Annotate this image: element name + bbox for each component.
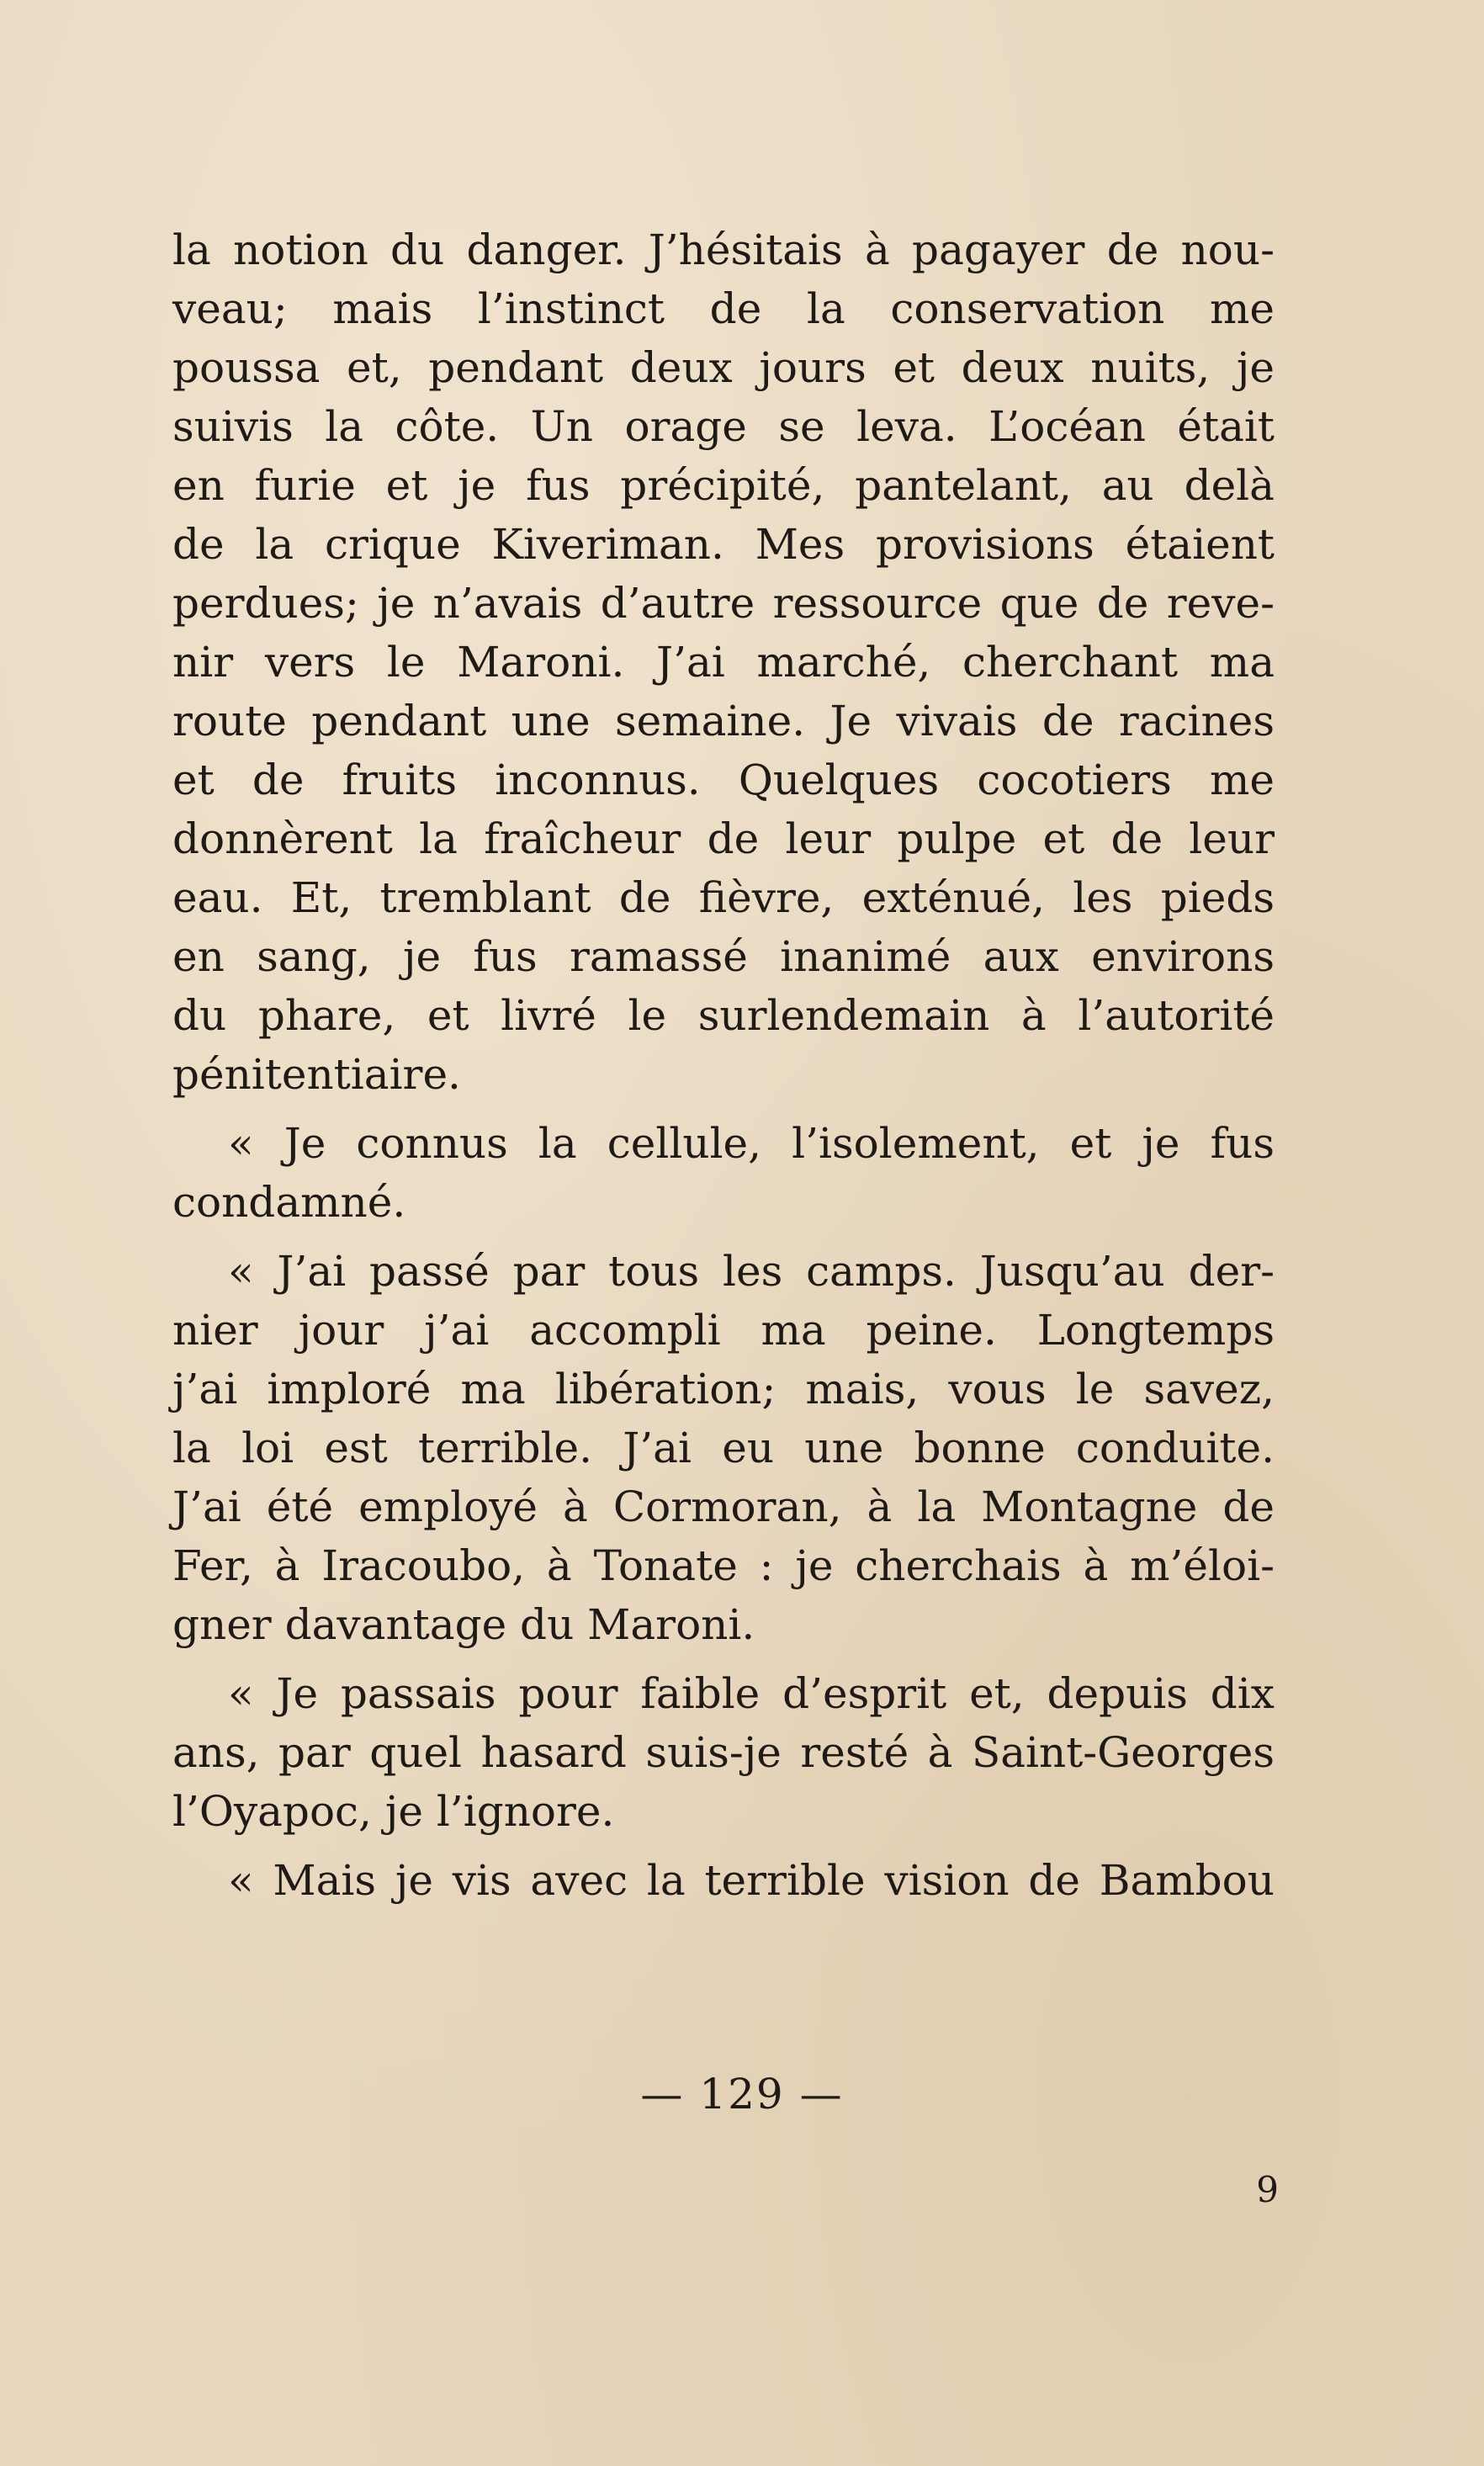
text-line: veau; mais l’instinct de la conservation me (172, 284, 1275, 333)
signature-mark: 9 (1256, 2169, 1279, 2210)
text-line: poussa et, pendant deux jours et deux nuits, je (172, 343, 1275, 392)
text-line: eau. Et, tremblant de fièvre, exténué, les pieds (172, 873, 1275, 922)
text-line: en furie et je fus précipité, pantelant, au delà (172, 461, 1275, 510)
paragraph-4 (172, 1664, 1275, 1841)
text-line: et de fruits inconnus. Quelques cocotiers me (172, 756, 1275, 804)
paragraph-5 (172, 1851, 1275, 1910)
paragraph-2 (172, 1114, 1275, 1232)
text-line: la notion du danger. J’hésitais à pagayer de nou- (172, 225, 1275, 274)
text-line: J’ai été employé à Cormoran, à la Montagne de (172, 1482, 1275, 1531)
text-line: nier jour j’ai accompli ma peine. Longtemps (172, 1306, 1275, 1355)
text-line: Fer, à Iracoubo, à Tonate : je cherchais à m’éloi- (172, 1541, 1275, 1590)
text-line: perdues; je n’avais d’autre ressource que de reve- (172, 579, 1275, 628)
text-line: gner davantage du Maroni. (172, 1600, 755, 1649)
text-line: route pendant une semaine. Je vivais de racines (172, 697, 1275, 745)
text-line: « Je passais pour faible d’esprit et, depuis dix (228, 1669, 1275, 1718)
text-line: l’Oyapoc, je l’ignore. (172, 1787, 615, 1836)
text-line: de la crique Kiveriman. Mes provisions étaient (172, 520, 1275, 569)
text-line: du phare, et livré le surlendemain à l’autorité (172, 991, 1275, 1040)
text-line: donnèrent la fraîcheur de leur pulpe et de leur (172, 814, 1275, 863)
text-line: j’ai imploré ma libération; mais, vous le savez, (172, 1365, 1275, 1413)
text-line: suivis la côte. Un orage se leva. L’océan était (172, 402, 1275, 451)
text-line: « Je connus la cellule, l’isolement, et je fus (228, 1119, 1275, 1168)
text-line: en sang, je fus ramassé inanimé aux environs (172, 932, 1275, 981)
page-number: — 129 — (640, 2070, 844, 2119)
text-line: « J’ai passé par tous les camps. Jusqu’au der- (228, 1247, 1275, 1296)
text-line: ans, par quel hasard suis-je resté à Saint-Georges (172, 1728, 1275, 1777)
text-line: nir vers le Maroni. J’ai marché, cherchant ma (172, 638, 1275, 687)
paragraph-1 (172, 220, 1275, 1104)
text-line: la loi est terrible. J’ai eu une bonne conduite. (172, 1424, 1275, 1472)
text-line: pénitentiaire. (172, 1050, 461, 1099)
body-text (172, 220, 1275, 1910)
paragraph-3 (172, 1242, 1275, 1654)
text-line: condamné. (172, 1178, 406, 1227)
text-line: « Mais je vis avec la terrible vision de Bambou (228, 1856, 1275, 1905)
